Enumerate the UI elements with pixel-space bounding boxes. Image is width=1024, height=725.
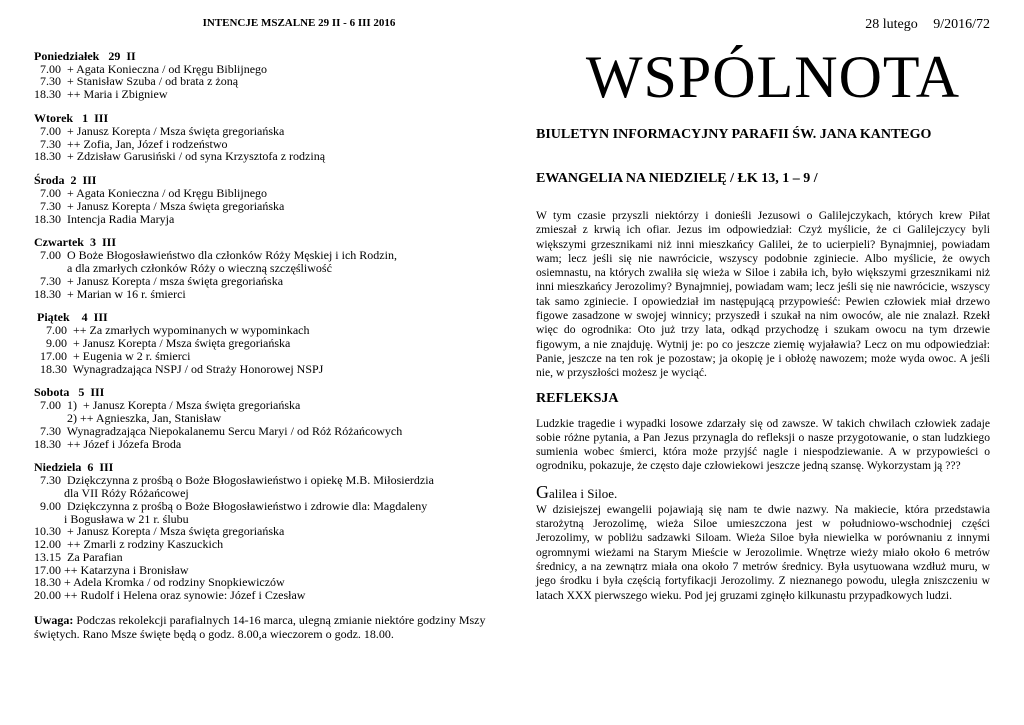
intention-row: dla VII Róży Różańcowej [34, 485, 189, 500]
section-text: W dzisiejszej ewangelii pojawiają się nam te dwie nazwy. Na makiecie, która przedstawia starożytną Jerozolimę, wieża Siloe umieszczona jest w południowo-wschodniej części Jerozolimy, w pobliżu sadzawki Siloam. Wieża Siloe była niewielka w porównaniu z innymi ogromnymi wieżami na Starym Mieście w Jerozolimie. Wnętrze wieży miało około 6 metrów średnicy, a na zewnątrz miała ona około 7 metrów średnicy. Była usytuowana wzdłuż muru, w jego środku i była częścią fortyfikacji Jerozolimy. Z nieznanego powodu, uległa zniszczeniu w latach XXX pierwszego wieku. Pod jej gruzami zginęło kilkunastu przypadkowych ludzi. [536, 502, 990, 602]
day-name: Sobota 5 III [34, 385, 105, 400]
note [34, 613, 504, 641]
intention-row: 7.30 Dziękczynna z prośbą o Boże Błogosławieństwo i opiekę M.B. Miłosierdzia [34, 473, 434, 488]
intention-row: 7.00 1) + Janusz Korepta / Msza święta gregoriańska [34, 398, 301, 413]
day-block [34, 461, 504, 602]
intention-row: 18.30 Wynagradzająca NSPJ / od Straży Honorowej NSPJ [34, 361, 324, 376]
note-label: Uwaga: [34, 613, 74, 628]
intention-row: 18.30 ++ Józef i Józefa Broda [34, 436, 182, 451]
intention-row: 7.00 O Boże Błogosławieństwo dla członków Róży Męskiej i ich Rodzin, [34, 248, 397, 263]
intention-row: i Bogusława w 21 r. ślubu [34, 511, 189, 526]
bulletin-subtitle: BIULETYN INFORMACYJNY PARAFII ŚW. JANA KANTEGO [536, 127, 932, 142]
intention-row: 7.30 + Janusz Korepta / Msza święta gregoriańska [34, 198, 285, 213]
day-name: Niedziela 6 III [34, 460, 114, 475]
intention-row: 18.30 + Adela Kromka / od rodziny Snopkiewiczów [34, 575, 285, 590]
day-block [34, 236, 504, 300]
intention-row: 13.15 Za Parafian [34, 549, 123, 564]
day-name: Czwartek 3 III [34, 235, 116, 250]
intention-row: 7.00 + Agata Konieczna / od Kręgu Biblijnego [34, 61, 268, 76]
issue-number: 9/2016/72 [933, 17, 990, 32]
gospel-heading: EWANGELIA NA NIEDZIELĘ / ŁK 13, 1 – 9 / [536, 171, 818, 186]
intention-row: 10.30 + Janusz Korepta / Msza święta gregoriańska [34, 524, 285, 539]
day-block [34, 311, 504, 375]
intentions-title: INTENCJE MSZALNE 29 II - 6 III 2016 [202, 17, 396, 29]
intention-row: 20.00 ++ Rudolf i Helena oraz synowie: Józef i Czesław [34, 588, 306, 603]
intention-row: 18.30 + Zdzisław Garusiński / od syna Krzysztofa z rodziną [34, 149, 326, 164]
section-initial: G [536, 481, 549, 502]
intention-row: 7.30 + Stanisław Szuba / od brata z żoną [34, 74, 239, 89]
issue-line [536, 17, 990, 33]
gospel-text: W tym czasie przyszli niektórzy i donieśli Jezusowi o Galilejczykach, których krew Piłat zmieszał z krwią ich ofiar. Jezus im odpowiedział: Czyż myślicie, że ci Galilejczycy byli większymi grzesznikami niż inni mieszkańcy Galilei, że to ucierpieli? Bynajmniej, powiadam wam; lecz jeśli się nie nawrócicie, wszyscy podobnie zginiecie. Albo myślicie, że owych osiemnastu, na których zwaliła się wieża w Siloe i zabiła ich, było większymi grzesznikami niż inni mieszkańcy Jerozolimy? Bynajmniej, powiadam wam; lecz jeśli się nie nawrócicie, wszyscy tak samo zginiecie. I opowiedział im następującą przypowieść: Pewien człowiek miał drzewo figowe zasadzone w swojej winnicy; przyszedł i szukał na nim owoców, ale nie znalazł. Rzekł więc do ogrodnika: Oto już trzy lata, odkąd przychodzę i szukam owocu na tym drzewie figowym, a nie znajduję. Wytnij je: po co jeszcze ziemię wyjaławia? Lecz on mu odpowiedział: Panie, jeszcze na ten rok je pozostaw; ja okopię je i obłożę nawozem; może wyda owoc. A jeśli nie, w przyszłości możesz je wyciąć. [536, 209, 990, 380]
intention-row: 7.30 Wynagradzająca Niepokalanemu Sercu Maryi / od Róż Różańcowych [34, 423, 403, 438]
day-block [34, 112, 504, 163]
intention-row: 7.30 ++ Zofia, Jan, Józef i rodzeństwo [34, 136, 228, 151]
day-name: Środa 2 III [34, 173, 97, 188]
note-text: Podczas rekolekcji parafialnych 14-16 marca, ulegną zmianie niektóre godziny Mszy świętych. Rano Msze święte będą o godz. 8.00,a wieczorem o godz. 18.00. [34, 613, 486, 642]
intention-row: 7.00 + Janusz Korepta / Msza święta gregoriańska [34, 123, 285, 138]
intention-row: 7.00 ++ Za zmarłych wypominanych w wypominkach [34, 323, 310, 338]
intention-row: 17.00 + Eugenia w 2 r. śmierci [34, 348, 191, 363]
masthead: WSPÓLNOTA [585, 44, 961, 110]
day-block [34, 174, 504, 225]
intention-row: 18.30 Intencja Radia Maryja [34, 211, 175, 226]
day-block [34, 50, 504, 101]
intention-row: 17.00 ++ Katarzyna i Bronisław [34, 562, 189, 577]
intention-row: 12.00 ++ Zmarli z rodziny Kaszuckich [34, 537, 224, 552]
intention-row: a dla zmarłych członków Róży o wieczną szczęśliwość [34, 260, 332, 275]
mass-intentions-column [34, 17, 504, 641]
intention-row: 7.00 + Agata Konieczna / od Kręgu Biblijnego [34, 185, 268, 200]
section-title: alilea i Siloe. [549, 485, 618, 501]
day-name: Poniedziałek 29 II [34, 48, 136, 63]
issue-date: 28 lutego [865, 17, 918, 32]
day-name: Piątek 4 III [34, 310, 108, 325]
intention-row: 9.00 + Janusz Korepta / Msza święta gregoriańska [34, 335, 291, 350]
intention-row: 9.00 Dziękczynna z prośbą o Boże Błogosławieństwo i zdrowie dla: Magdaleny [34, 498, 428, 513]
day-name: Wtorek 1 III [34, 110, 109, 125]
intention-row: 2) ++ Agnieszka, Jan, Stanisław [34, 410, 222, 425]
intention-row: 7.30 + Janusz Korepta / msza święta gregoriańska [34, 273, 284, 288]
reflection-heading: REFLEKSJA [536, 390, 619, 406]
intentions-days [34, 50, 504, 602]
intention-row: 18.30 + Marian w 16 r. śmierci [34, 286, 186, 301]
bulletin-column [536, 17, 990, 603]
reflection-text: Ludzkie tragedie i wypadki losowe zdarzały się od zawsze. W takich chwilach człowiek zadaje sobie różne pytania, a Pan Jezus przynagla do refleksji o nasze przygotowanie, o stan ludzkiego sumienia wobec śmierci, która może przyjść nagle i niespodziewanie. A w przypowieści o ogrodniku, pokazuje, że często daje człowiekowi jeszcze jedną szansę. Wykorzystam ją ??? [536, 416, 990, 473]
intention-row: 18.30 ++ Maria i Zbigniew [34, 87, 168, 102]
day-block [34, 386, 504, 450]
section-heading [536, 482, 990, 503]
